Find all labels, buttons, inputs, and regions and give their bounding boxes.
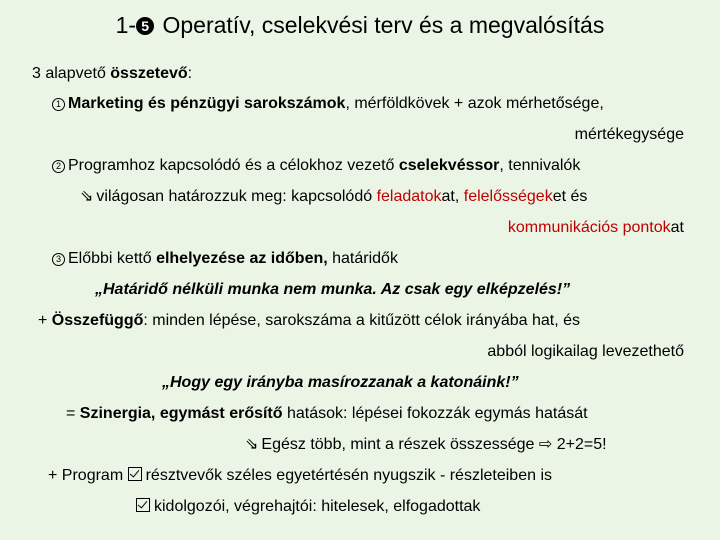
number-two-icon: 2 <box>52 160 65 173</box>
program-sub-text: kidolgozói, végrehajtói: hitelesek, elfogadottak <box>154 498 481 515</box>
arrow-down-right-icon: ⇘ <box>80 188 94 205</box>
title-prefix: 1- <box>115 12 137 38</box>
item-1 <box>52 94 604 114</box>
plus-coherent <box>38 311 580 331</box>
number-three-icon: 3 <box>52 253 65 266</box>
item-2-bold: cselekvéssor <box>398 157 500 174</box>
item-2 <box>52 156 580 176</box>
intro-colon: : <box>187 65 193 82</box>
quote-deadline: „Határidő nélküli munka nem munka. Az csak egy elképzelés!” <box>95 281 571 298</box>
plus-sign: + <box>38 312 52 329</box>
title-text: Operatív, cselekvési terv és a megvalósítás <box>156 12 605 38</box>
item-3-bold: elhelyezése az időben, <box>156 250 328 267</box>
item-3-rest: határidők <box>327 250 398 267</box>
program-label: + Program <box>48 467 128 484</box>
synergy-text: hatások: lépései fokozzák egymás hatását <box>282 405 588 422</box>
item-2-sub-d: at <box>670 219 684 236</box>
intro-bold: összetevő <box>110 65 188 82</box>
page-title <box>0 10 720 40</box>
synergy-bold: Szinergia, egymást erősítő <box>79 405 283 422</box>
highlight-communication: kommunikációs pontok <box>507 219 671 236</box>
item-1-rest: , mérföldkövek + azok mérhetősége, <box>345 95 604 112</box>
intro-line <box>32 64 192 84</box>
program-line <box>48 466 552 486</box>
highlight-tasks: feladatok <box>376 188 442 205</box>
item-3 <box>52 249 398 269</box>
item-2-sub <box>80 187 587 207</box>
coherent-bold: Összefüggő <box>51 312 144 329</box>
item-2-rest: , tennivalók <box>499 157 581 174</box>
synergy-sub-equation: 2+2=5! <box>552 436 607 453</box>
synergy-sub <box>245 435 607 455</box>
item-2-sub-c: et és <box>552 188 588 205</box>
coherent-text: : minden lépése, sarokszáma a kitűzött célok irányába hat, és <box>143 312 581 329</box>
plus-coherent-continuation: abból logikailag levezethető <box>487 343 684 360</box>
quote-soldiers: „Hogy egy irányba masírozzanak a katonáink!” <box>162 374 519 391</box>
item-2-sub-b: at, <box>441 188 464 205</box>
checkbox-checked-icon <box>136 498 150 512</box>
number-one-icon: 1 <box>52 98 65 111</box>
highlight-responsibilities: felelősségek <box>463 188 553 205</box>
arrow-right-icon: ⇨ <box>538 436 553 453</box>
item-2-text: Programhoz kapcsolódó és a célokhoz vezető <box>68 157 399 174</box>
item-3-text: Előbbi kettő <box>68 250 157 267</box>
number-five-icon: 5 <box>136 17 154 35</box>
intro-text: 3 alapvető <box>32 65 111 82</box>
checkbox-checked-icon <box>128 467 142 481</box>
synergy-sub-text: Egész több, mint a részek összessége <box>261 436 539 453</box>
item-2-sub-continuation <box>508 218 684 238</box>
synergy-line <box>66 404 588 424</box>
arrow-down-right-icon: ⇘ <box>245 436 259 453</box>
item-2-sub-text: világosan határozzuk meg: kapcsolódó <box>96 188 377 205</box>
program-sub <box>136 497 480 517</box>
program-text: résztvevők széles egyetértésén nyugszik - részleteiben is <box>145 467 552 484</box>
item-1-continuation: mértékegysége <box>574 126 684 143</box>
item-1-bold: Marketing és pénzügyi sarokszámok <box>68 95 346 112</box>
equals-sign: = <box>66 405 80 422</box>
